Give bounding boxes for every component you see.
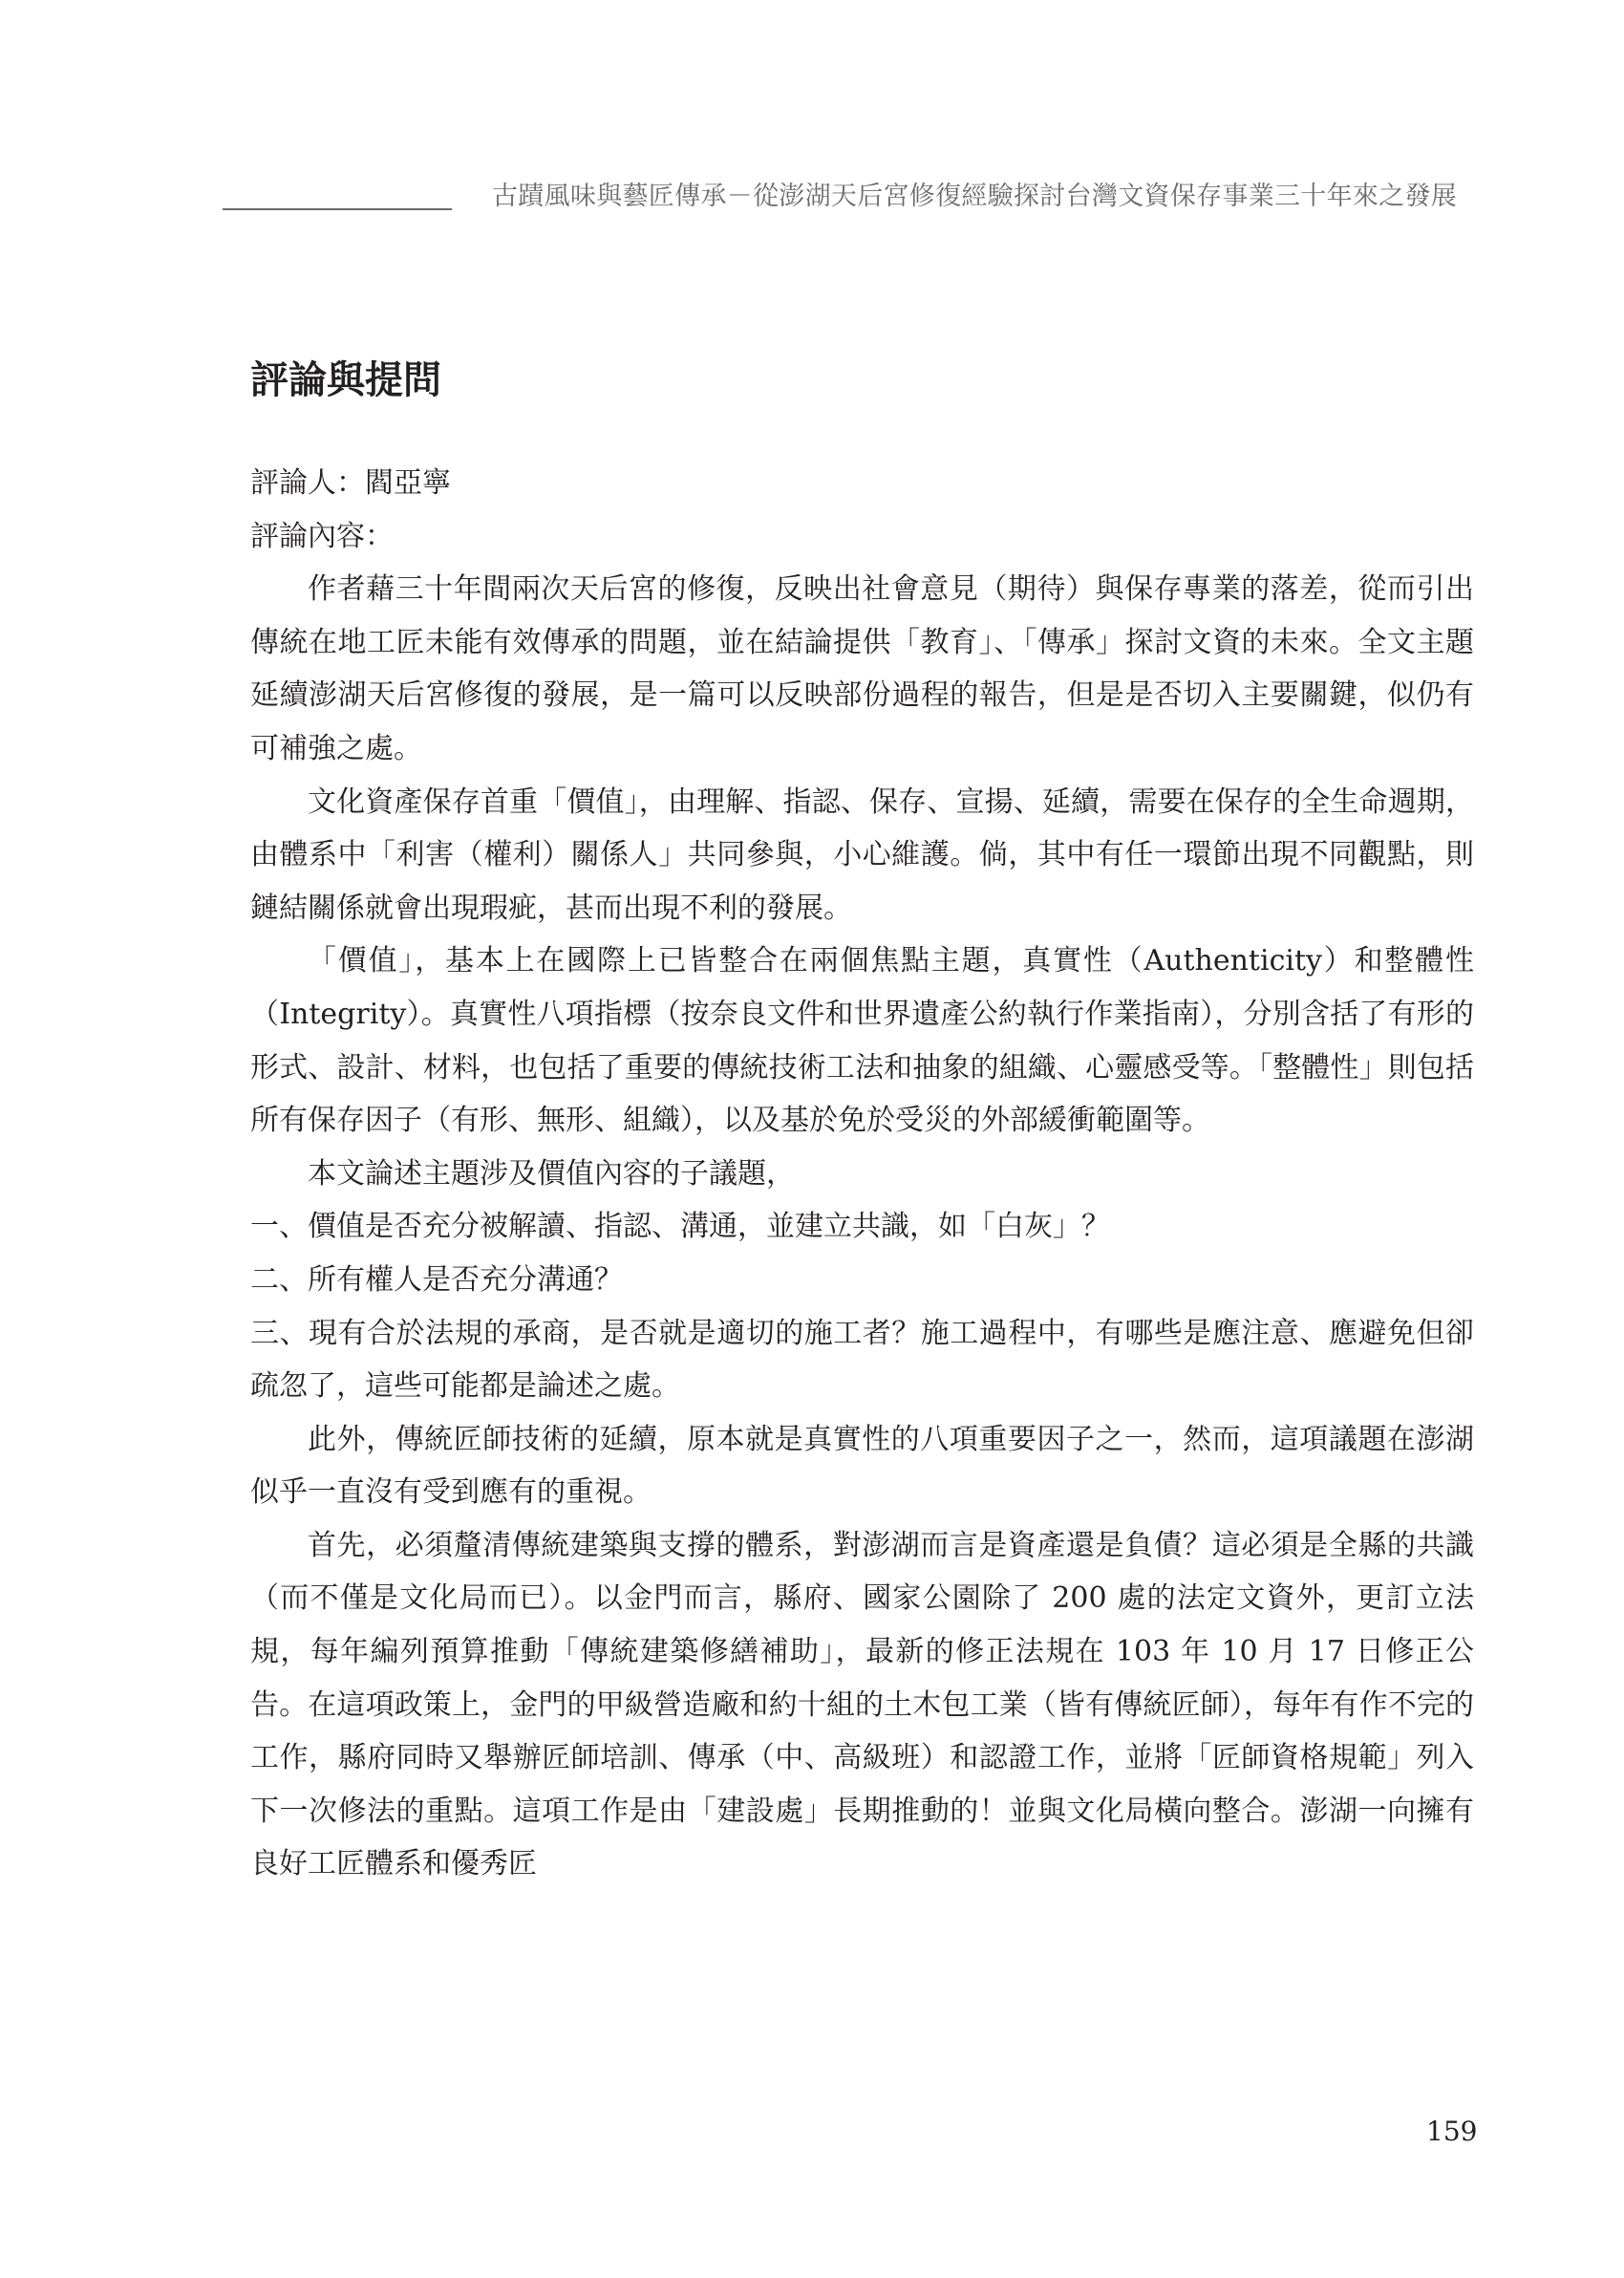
paragraph-3: 「價值」，基本上在國際上已皆整合在兩個焦點主題，真實性（Authenticity）和整體性（Integrity）。真實性八項指標（按奈良文件和世界遺產公約執行作業指南），分別含括了有形的形式、設計、材料，也包括了重要的傳統技術工法和抽象的組織、心靈感受等。「整體性」則包括所有保存因子（有形、無形、組織），以及基於免於受災的外部緩衝範圍等。 [250,944,1474,1138]
paragraph-5: 此外，傳統匠師技術的延續，原本就是真實性的八項重要因子之一，然而，這項議題在澎湖似乎一直沒有受到應有的重視。 [250,1422,1474,1510]
article-body [250,457,1474,1891]
paragraph-6: 首先，必須釐清傳統建築與支撐的體系，對澎湖而言是資產還是負債？這必須是全縣的共識（而不僅是文化局而已）。以金門而言，縣府、國家公園除了 200 處的法定文資外，更訂立法規，每年編列預算推動「傳統建築修繕補助」，最新的修正法規在 103 年 10 月 17 日修正公告。在這項政策上，金門的甲級營造廠和約十組的土木包工業（皆有傳統匠師），每年有作不完的工作，縣府同時又舉辦匠師培訓、傳承（中、高級班）和認證工作，並將「匠師資格規範」列入下一次修法的重點。這項工作是由「建設處」長期推動的！並與文化局橫向整合。澎湖一向擁有良好工匠體系和優秀匠 [250,1528,1474,1881]
reviewer-line: 評論人：閻亞寧 [250,466,451,500]
list-item-3: 三、現有合於法規的承商，是否就是適切的施工者？施工過程中，有哪些是應注意、應避免但卻疏忽了，這些可能都是論述之處。 [250,1316,1474,1404]
content-label: 評論內容： [250,519,394,553]
running-header-title: 古蹟風味與藝匠傳承－從澎湖天后宮修復經驗探討台灣文資保存事業三十年來之發展 [492,182,1458,211]
list-item-2: 二、所有權人是否充分溝通？ [250,1262,623,1297]
header-rule [223,208,452,210]
paragraph-1: 作者藉三十年間兩次天后宮的修復，反映出社會意見（期待）與保存專業的落差，從而引出傳統在地工匠未能有效傳承的問題，並在結論提供「教育」、「傳承」探討文資的未來。全文主題延續澎湖天后宮修復的發展，是一篇可以反映部份過程的報告，但是是否切入主要關鍵，似仍有可補強之處。 [250,572,1474,765]
paragraph-4: 本文論述主題涉及價值內容的子議題， [308,1156,795,1191]
list-item-1: 一、價值是否充分被解讀、指認、溝通，並建立共識，如「白灰」？ [250,1210,1110,1244]
section-heading: 評論與提問 [250,357,441,402]
page-number: 159 [1426,2116,1478,2147]
paragraph-2: 文化資產保存首重「價值」，由理解、指認、保存、宣揚、延續，需要在保存的全生命週期，由體系中「利害（權利）關係人」共同參與，小心維護。倘，其中有任一環節出現不同觀點，則鏈結關係就會出現瑕疵，甚而出現不利的發展。 [250,784,1474,925]
